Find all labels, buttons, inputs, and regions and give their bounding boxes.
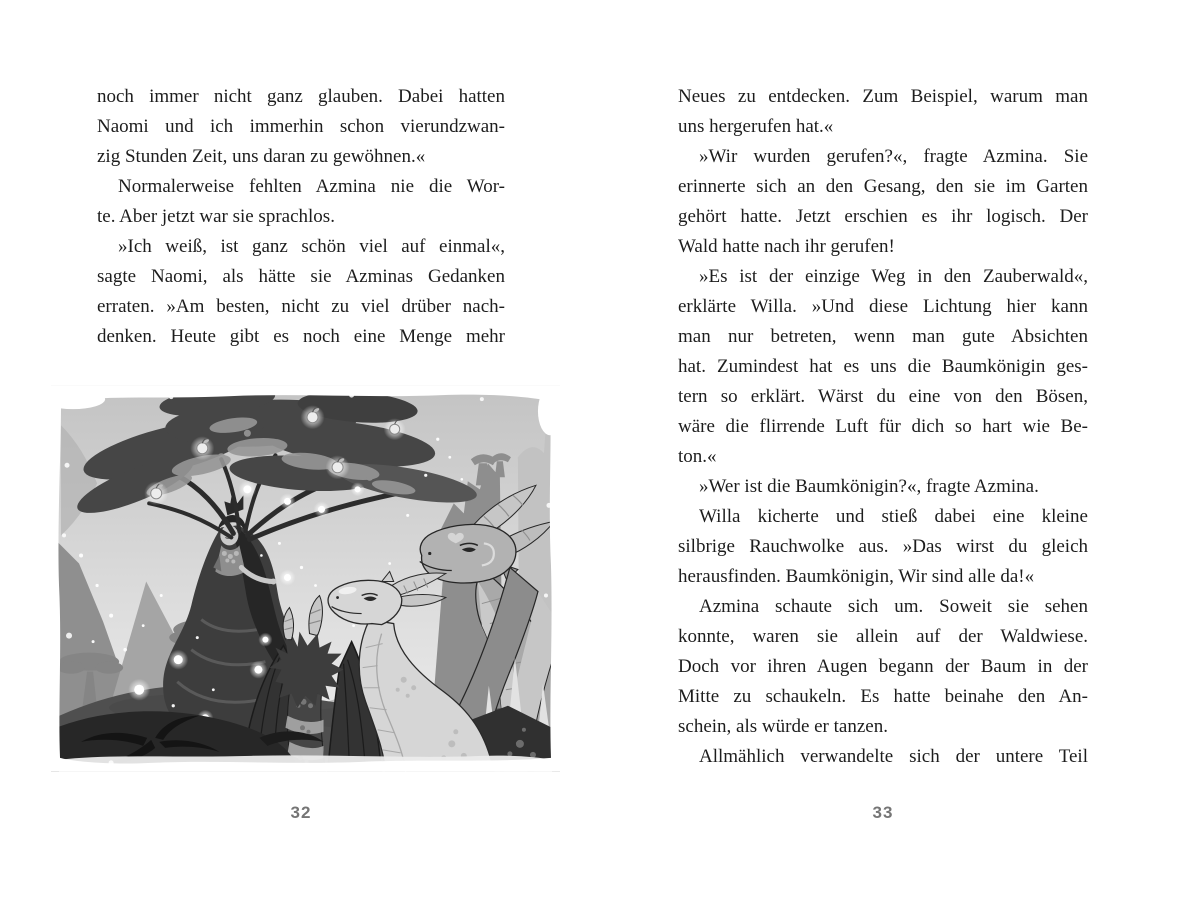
text-line: wäre die flirrende Luft für dich so hart wie Be- [678,416,1088,437]
text-line: uns hergerufen hat.« [678,116,834,137]
text-line: »Ich weiß, ist ganz schön viel auf einmal«, [118,236,505,257]
text-column-right [678,82,1088,772]
text-line: noch immer nicht ganz glauben. Dabei hatten [97,86,505,107]
text-line: erraten. »Am besten, nicht zu viel drüber nach- [97,296,505,317]
story-illustration [51,385,560,772]
text-line: herausfinden. Baumkönigin, Wir sind alle da!« [678,566,1035,587]
text-line: »Wer ist die Baumkönigin?«, fragte Azmina. [699,476,1039,497]
text-line: schein, als würde er tanzen. [678,716,888,737]
text-line: zig Stunden Zeit, uns daran zu gewöhnen.« [97,146,426,167]
text-line: Azmina schaute sich um. Soweit sie sehen [699,596,1088,617]
text-line: denken. Heute gibt es noch eine Menge mehr [97,326,505,347]
text-line: tern so erklärt. Wärst du eine von den Bösen, [678,386,1088,407]
text-line: sagte Naomi, als hätte sie Azminas Gedanken [97,266,505,287]
text-line: Mitte zu schaukeln. Es hatte beinahe den An- [678,686,1088,707]
text-line: hat. Zumindest hat es uns die Baumkönigin ges- [678,356,1088,377]
text-line: konnte, waren sie allein auf der Waldwiese. [678,626,1088,647]
text-line: ton.« [678,446,717,467]
text-line: man nur betreten, wenn man gute Absichten [678,326,1088,347]
text-line: Neues zu entdecken. Zum Beispiel, warum man [678,86,1088,107]
text-line: te. Aber jetzt war sie sprachlos. [97,206,335,227]
text-line: erinnerte sich an den Gesang, den sie im Garten [678,176,1088,197]
text-line: Doch vor ihren Augen begann der Baum in der [678,656,1088,677]
text-line: Naomi und ich immerhin schon vierundzwan- [97,116,505,137]
text-line: Willa kicherte und stieß dabei eine kleine [699,506,1088,527]
text-line: Wald hatte nach ihr gerufen! [678,236,895,257]
page-number-right: 33 [872,803,894,822]
text-line: Allmählich verwandelte sich der untere Teil [699,746,1088,767]
text-line: erklärte Willa. »Und diese Lichtung hier kann [678,296,1088,317]
illustration-svg [51,385,560,772]
text-line: silbrige Rauchwolke aus. »Das wirst du gleich [678,536,1088,557]
text-column-left [97,82,505,352]
text-line: »Es ist der einzige Weg in den Zauberwald«, [699,266,1088,287]
page-number-left: 32 [290,803,312,822]
text-line: »Wir wurden gerufen?«, fragte Azmina. Sie [699,146,1088,167]
text-line: Normalerweise fehlten Azmina nie die Wor- [118,176,505,197]
text-line: gehört hatte. Jetzt erschien es ihr logisch. Der [678,206,1088,227]
